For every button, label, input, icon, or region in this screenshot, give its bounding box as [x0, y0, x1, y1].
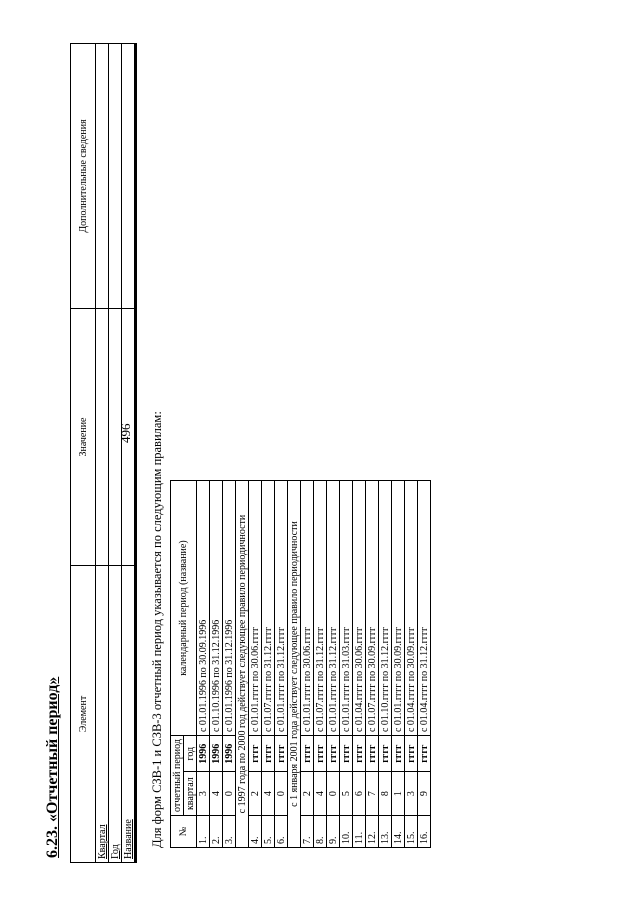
row-number: 15. [405, 816, 418, 848]
table-row [366, 481, 379, 848]
row-calendar-period: с 01.07.гггг по 30.09.гггг [366, 481, 379, 736]
row-year: гггг [314, 736, 327, 772]
row-year: гггг [249, 736, 262, 772]
table-row [327, 481, 340, 848]
row-quarter: 9 [418, 772, 431, 816]
table-row [379, 481, 392, 848]
header-value: Значение [71, 309, 96, 566]
group-3-rows [301, 481, 431, 848]
row-calendar-period: с 01.10.гггг по 31.12.гггг [379, 481, 392, 736]
row-calendar-period: с 01.01.1996 по 31.12.1996 [223, 481, 236, 736]
table-row [210, 481, 223, 848]
page-number: 496 [118, 423, 133, 443]
row-number: 2. [210, 816, 223, 848]
table-row [109, 44, 122, 863]
element-table [70, 43, 137, 863]
row-number: 14. [392, 816, 405, 848]
rules-header-row-1 [171, 481, 184, 848]
row-calendar-period: с 01.07.гггг по 31.12.гггг [262, 481, 275, 736]
row-year: гггг [405, 736, 418, 772]
row-number: 12. [366, 816, 379, 848]
row-year: гггг [301, 736, 314, 772]
row-number: 8. [314, 816, 327, 848]
row-quarter: 6 [353, 772, 366, 816]
row-number: 7. [301, 816, 314, 848]
row-calendar-period: с 01.07.гггг по 31.12.гггг [314, 481, 327, 736]
row-quarter: 5 [340, 772, 353, 816]
header-quarter: квартал [184, 772, 197, 816]
table-row [301, 481, 314, 848]
row-quarter: 0 [223, 772, 236, 816]
header-additional-info: Дополнительные сведения [71, 44, 96, 309]
row-label-year: Год [109, 566, 122, 863]
row-year: 1996 [223, 736, 236, 772]
table-row [122, 44, 136, 863]
table-row [262, 481, 275, 848]
header-num: № [171, 816, 197, 848]
row-number: 11. [353, 816, 366, 848]
row-quarter: 0 [275, 772, 288, 816]
rules-table [170, 480, 431, 848]
table-row [353, 481, 366, 848]
row-year: 1996 [197, 736, 210, 772]
row-quarter: 4 [210, 772, 223, 816]
section-title: 6.23. «Отчетный период» [44, 676, 61, 858]
row-quarter: 2 [249, 772, 262, 816]
row-calendar-period: с 01.01.гггг по 31.12.гггг [275, 481, 288, 736]
row-calendar-period: с 01.01.гггг по 31.03.гггг [340, 481, 353, 736]
row-calendar-period: с 01.04.гггг по 31.12.гггг [418, 481, 431, 736]
row-number: 10. [340, 816, 353, 848]
row-quarter: 4 [314, 772, 327, 816]
row-year: гггг [262, 736, 275, 772]
row-label-quarter: Квартал [96, 566, 109, 863]
group-3-title-row [288, 481, 301, 848]
row-number: 9. [327, 816, 340, 848]
group-2-title: с 1997 года по 2000 год действует следующее правило периодичности [236, 481, 249, 848]
row-calendar-period: с 01.01.гггг по 30.06.гггг [301, 481, 314, 736]
row-quarter: 4 [262, 772, 275, 816]
row-number: 4. [249, 816, 262, 848]
row-calendar-period: с 01.10.1996 по 31.12.1996 [210, 481, 223, 736]
header-reporting-period: отчетный период [171, 736, 184, 816]
header-calendar-period: календарный период (название) [171, 481, 197, 736]
header-year: год [184, 736, 197, 772]
table-row [392, 481, 405, 848]
row-year: гггг [353, 736, 366, 772]
group-2-rows [249, 481, 288, 848]
element-table-header [71, 44, 96, 863]
table-row [418, 481, 431, 848]
table-row [249, 481, 262, 848]
row-quarter: 0 [327, 772, 340, 816]
row-year: гггг [379, 736, 392, 772]
row-number: 6. [275, 816, 288, 848]
row-number: 13. [379, 816, 392, 848]
table-row [96, 44, 109, 863]
row-year: гггг [392, 736, 405, 772]
row-calendar-period: с 01.01.1996 по 30.09.1996 [197, 481, 210, 736]
table-row [223, 481, 236, 848]
table-row [197, 481, 210, 848]
row-quarter: 8 [379, 772, 392, 816]
row-year: гггг [275, 736, 288, 772]
row-label-name: Название [122, 566, 136, 863]
row-year: гггг [327, 736, 340, 772]
header-element: Элемент [71, 566, 96, 863]
group-1-rows [197, 481, 236, 848]
table-row [340, 481, 353, 848]
row-quarter: 2 [301, 772, 314, 816]
row-quarter: 3 [197, 772, 210, 816]
row-quarter: 7 [366, 772, 379, 816]
table-row [314, 481, 327, 848]
row-year: гггг [418, 736, 431, 772]
row-year: гггг [340, 736, 353, 772]
row-year: 1996 [210, 736, 223, 772]
row-number: 3. [223, 816, 236, 848]
table-row [405, 481, 418, 848]
row-number: 16. [418, 816, 431, 848]
row-number: 1. [197, 816, 210, 848]
group-3-title: с 1 января 2001 года действует следующее правило периодичности [288, 481, 301, 848]
row-number: 5. [262, 816, 275, 848]
row-calendar-period: с 01.04.гггг по 30.06.гггг [353, 481, 366, 736]
row-calendar-period: с 01.01.гггг по 31.12.гггг [327, 481, 340, 736]
row-calendar-period: с 01.01.гггг по 30.06.гггг [249, 481, 262, 736]
row-year: гггг [366, 736, 379, 772]
table-row [275, 481, 288, 848]
row-calendar-period: с 01.01.гггг по 30.09.гггг [392, 481, 405, 736]
intro-text: Для форм СЗВ-1 и СЗВ-3 отчетный период указывается по следующим правилам: [150, 411, 164, 848]
row-calendar-period: с 01.04.гггг по 30.09.гггг [405, 481, 418, 736]
row-quarter: 1 [392, 772, 405, 816]
row-quarter: 3 [405, 772, 418, 816]
group-2-title-row [236, 481, 249, 848]
